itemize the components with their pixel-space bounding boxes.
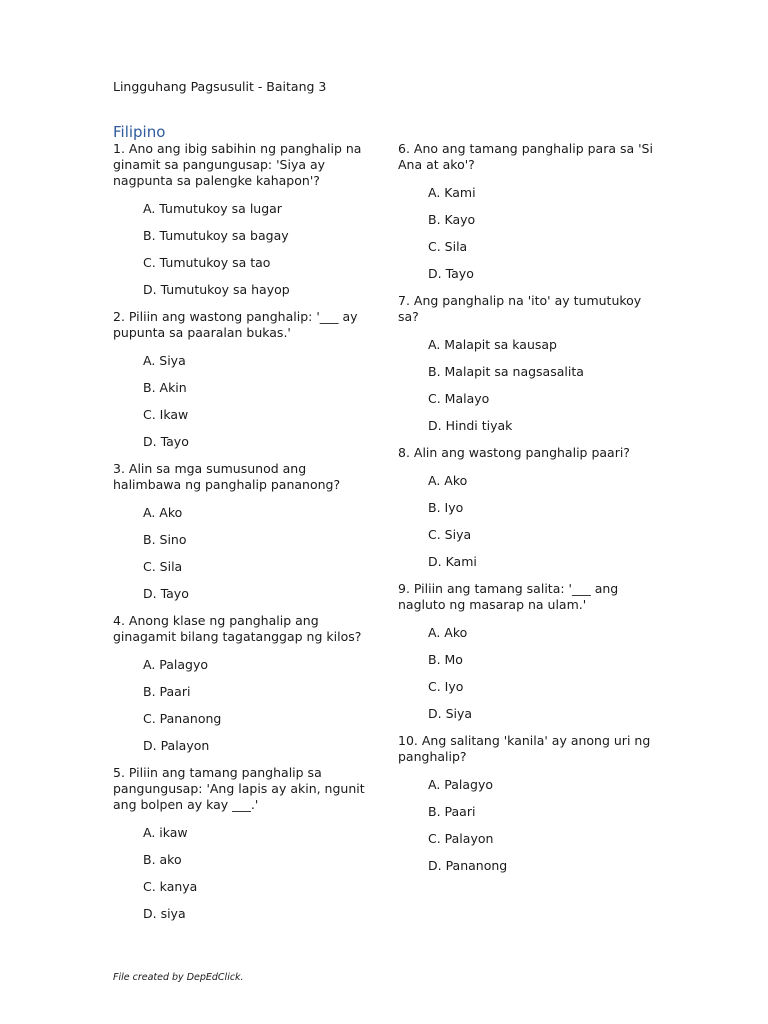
option-a: A. Ako (428, 473, 468, 488)
question-8 (398, 445, 660, 570)
question-text: 7. Ang panghalip na 'ito' ay tumutukoy sa? (398, 293, 642, 324)
option-d: D. Tayo (143, 586, 189, 601)
question-text: 6. Ano ang tamang panghalip para sa 'Si Ana at ako'? (398, 141, 653, 172)
option-c: C. Iyo (428, 679, 464, 694)
option-b: B. Paari (428, 804, 476, 819)
option-c: C. Sila (428, 239, 468, 254)
option-c: C. Tumutukoy sa tao (143, 255, 271, 270)
option-a: A. ikaw (143, 825, 188, 840)
option-c: C. Siya (428, 527, 472, 542)
option-d: D. siya (143, 906, 186, 921)
question-2 (113, 309, 375, 450)
option-b: B. Iyo (428, 500, 464, 515)
option-d: D. Pananong (428, 858, 508, 873)
option-d: D. Palayon (143, 738, 210, 753)
option-c: C. Malayo (428, 391, 490, 406)
question-column-left (113, 141, 375, 933)
option-a: A. Palagyo (428, 777, 494, 792)
option-a: A. Ako (428, 625, 468, 640)
option-c: C. kanya (143, 879, 198, 894)
option-b: B. Paari (143, 684, 191, 699)
question-text: 2. Piliin ang wastong panghalip: '___ ay pupunta sa paaralan bukas.' (113, 309, 358, 340)
question-text: 10. Ang salitang 'kanila' ay anong uri ng panghalip? (398, 733, 651, 764)
option-d: D. Tayo (428, 266, 474, 281)
option-b: B. Tumutukoy sa bagay (143, 228, 289, 243)
question-10 (398, 733, 660, 874)
option-c: C. Sila (143, 559, 183, 574)
question-text: 5. Piliin ang tamang panghalip sa pangungusap: 'Ang lapis ay akin, ngunit ang bolpen ay kay ___.' (113, 765, 365, 812)
option-c: C. Palayon (428, 831, 494, 846)
question-5 (113, 765, 375, 922)
option-d: D. Kami (428, 554, 477, 569)
question-text: 9. Piliin ang tamang salita: '___ ang nagluto ng masarap na ulam.' (398, 581, 619, 612)
option-a: A. Palagyo (143, 657, 209, 672)
question-text: 3. Alin sa mga sumusunod ang halimbawa ng panghalip pananong? (113, 461, 341, 492)
question-7 (398, 293, 660, 434)
option-d: D. Tayo (143, 434, 189, 449)
question-text: 1. Ano ang ibig sabihin ng panghalip na ginamit sa pangungusap: 'Siya ay nagpunta sa palengke kahapon'? (113, 141, 362, 188)
question-column-right (398, 141, 660, 885)
option-d: D. Tumutukoy sa hayop (143, 282, 290, 297)
option-a: A. Siya (143, 353, 186, 368)
option-a: A. Tumutukoy sa lugar (143, 201, 282, 216)
option-b: B. Malapit sa nagsasalita (428, 364, 584, 379)
option-a: A. Malapit sa kausap (428, 337, 557, 352)
option-b: B. Sino (143, 532, 187, 547)
option-d: D. Siya (428, 706, 473, 721)
page-header: Lingguhang Pagsusulit - Baitang 3 (113, 79, 327, 94)
option-a: A. Kami (428, 185, 476, 200)
question-4 (113, 613, 375, 754)
section-title: Filipino (113, 123, 166, 141)
question-text: 4. Anong klase ng panghalip ang ginagamit bilang tagatanggap ng kilos? (113, 613, 362, 644)
option-d: D. Hindi tiyak (428, 418, 513, 433)
option-b: B. Akin (143, 380, 187, 395)
question-1 (113, 141, 375, 298)
question-text: 8. Alin ang wastong panghalip paari? (398, 445, 630, 460)
option-c: C. Pananong (143, 711, 222, 726)
option-c: C. Ikaw (143, 407, 189, 422)
option-b: B. ako (143, 852, 182, 867)
footer-credit: File created by DepEdClick. (113, 972, 244, 983)
option-b: B. Kayo (428, 212, 476, 227)
question-6 (398, 141, 660, 282)
option-b: B. Mo (428, 652, 463, 667)
question-9 (398, 581, 660, 722)
option-a: A. Ako (143, 505, 183, 520)
question-3 (113, 461, 375, 602)
